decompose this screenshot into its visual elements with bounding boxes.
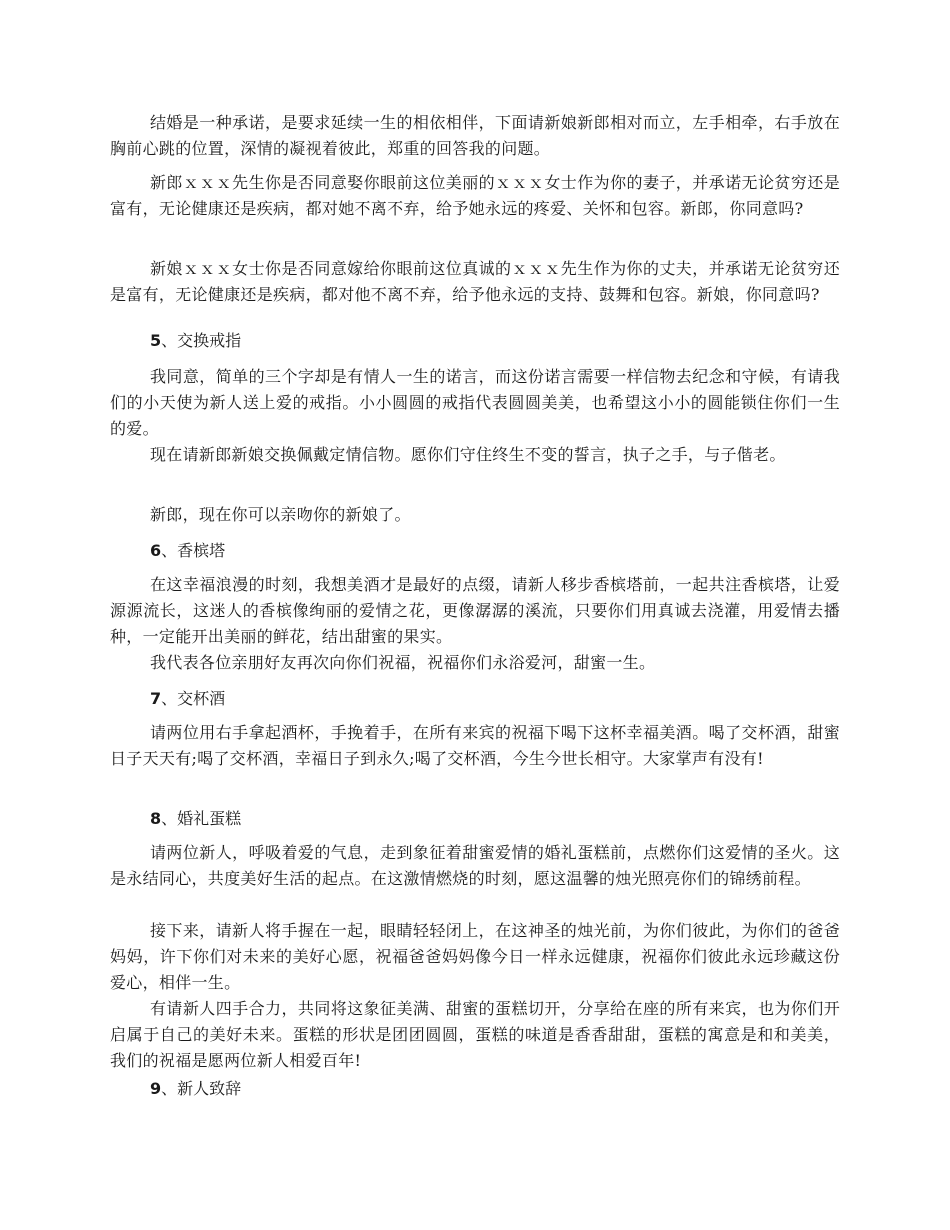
paragraph-wishes: 接下来，请新人将手握在一起，眼睛轻轻闭上，在这神圣的烛光前，为你们彼此，为你们的爸爸妈妈，许下你们对未来的美好心愿，祝福爸爸妈妈像今日一样永远健康，祝福你们彼此永远珍藏这份爱心，相伴一生。 [110, 921, 840, 992]
section-number: 5 [150, 331, 162, 350]
paragraph-champagne: 在这幸福浪漫的时刻，我想美酒才是最好的点缀，请新人移步香槟塔前，一起共注香槟塔，让爱源源流长，这迷人的香槟像绚丽的爱情之花，更像潺潺的溪流，只要你们用真诚去浇灌，用爱情去播种，一定能开出美丽的鲜花，结出甜蜜的果实。 [110, 575, 840, 646]
section-number: 8 [150, 809, 162, 828]
section-heading-cross-cup-wine [150, 686, 225, 712]
section-heading-champagne-tower [150, 538, 225, 564]
paragraph-exchange-tokens: 现在请新郎新娘交换佩戴定情信物。愿你们守住终生不变的誓言，执子之手，与子偕老。 [150, 445, 786, 464]
section-number: 6 [150, 541, 162, 560]
section-heading-wedding-cake [150, 806, 241, 832]
section-title: 、婚礼蛋糕 [161, 809, 242, 828]
section-heading-ring-exchange [150, 328, 241, 354]
paragraph-blessing: 我代表各位亲朋好友再次向你们祝福，祝福你们永浴爱河，甜蜜一生。 [150, 653, 656, 672]
paragraph-kiss: 新郎，现在你可以亲吻你的新娘了。 [150, 505, 411, 524]
paragraph-cut-cake: 有请新人四手合力，共同将这象征美满、甜蜜的蛋糕切开，分享给在座的所有来宾，也为你们开启属于自己的美好未来。蛋糕的形状是团团圆圆，蛋糕的味道是香香甜甜，蛋糕的寓意是和和美美，我们的祝福是愿两位新人相爱百年! [110, 999, 840, 1070]
paragraph-ring-promise: 我同意，简单的三个字却是有情人一生的诺言，而这份诺言需要一样信物去纪念和守候，有请我们的小天使为新人送上爱的戒指。小小圆圆的戒指代表圆圆美美，也希望这小小的圆能锁住你们一生的爱。 [110, 367, 840, 438]
section-title: 、新人致辞 [161, 1079, 242, 1098]
section-number: 9 [150, 1079, 162, 1098]
paragraph-bride-vow: 新娘ｘｘｘ女士你是否同意嫁给你眼前这位真诚的ｘｘｘ先生作为你的丈夫，并承诺无论贫穷还是富有，无论健康还是疾病，都对他不离不弃，给予他永远的支持、鼓舞和包容。新娘，你同意吗? [110, 259, 840, 304]
paragraph-cake-candles: 请两位新人，呼吸着爱的气息，走到象征着甜蜜爱情的婚礼蛋糕前，点燃你们这爱情的圣火。这是永结同心，共度美好生活的起点。在这激情燃烧的时刻，愿这温馨的烛光照亮你们的锦绣前程。 [110, 843, 840, 888]
section-heading-couple-speech [150, 1076, 241, 1102]
section-number: 7 [150, 689, 162, 708]
paragraph-cross-cup: 请两位用右手拿起酒杯，手挽着手，在所有来宾的祝福下喝下这杯幸福美酒。喝了交杯酒，甜蜜日子天天有;喝了交杯酒，幸福日子到永久;喝了交杯酒，今生今世长相守。大家掌声有没有! [110, 723, 840, 768]
section-title: 、交杯酒 [161, 689, 226, 708]
paragraph-commitment: 结婚是一种承诺，是要求延续一生的相依相伴，下面请新娘新郎相对而立，左手相牵，右手放在胸前心跳的位置，深情的凝视着彼此，郑重的回答我的问题。 [110, 113, 840, 158]
paragraph-groom-vow: 新郎ｘｘｘ先生你是否同意娶你眼前这位美丽的ｘｘｘ女士作为你的妻子，并承诺无论贫穷还是富有，无论健康还是疾病，都对她不离不弃，给予她永远的疼爱、关怀和包容。新郎，你同意吗? [110, 173, 840, 218]
section-title: 、香槟塔 [161, 541, 226, 560]
section-title: 、交换戒指 [161, 331, 242, 350]
